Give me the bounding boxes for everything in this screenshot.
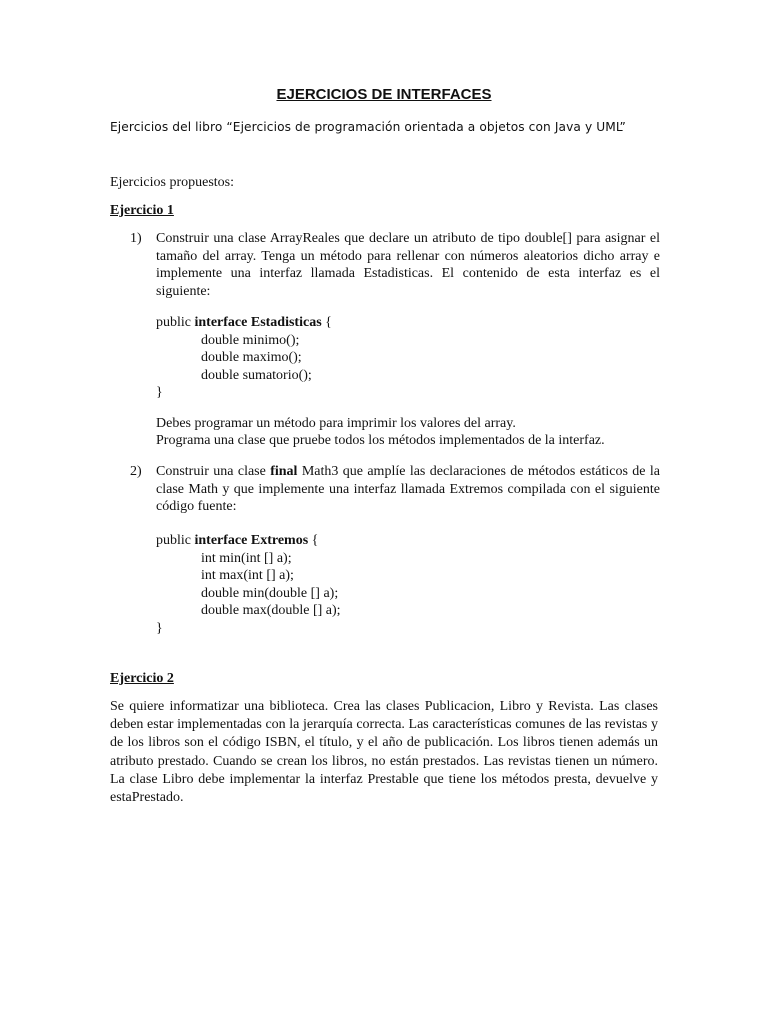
estadisticas-code-block <box>156 314 332 402</box>
code-close-brace: } <box>156 620 163 636</box>
code-line: double minimo(); <box>201 332 300 348</box>
item2-final-keyword: final <box>270 464 298 479</box>
item2-text-after: Math3 que amplíe las declaraciones de métodos estáticos de la clase Math y que implemente una interfaz llamada Extremos compilada con el siguiente código fuente: <box>156 464 660 515</box>
intro-text: Ejercicios propuestos: <box>110 175 235 190</box>
code-close-brace: } <box>156 385 163 401</box>
item2-paragraph <box>156 463 660 516</box>
extremos-code-block <box>156 532 341 638</box>
code-prefix: public <box>156 533 195 548</box>
code-line: double min(double [] a); <box>201 585 339 601</box>
code-line: double max(double [] a); <box>201 603 341 619</box>
code-line-header <box>156 532 341 550</box>
code-keyword: interface Estadisticas <box>194 315 322 330</box>
document-title: EJERCICIOS DE INTERFACES <box>276 86 492 103</box>
document-subtitle: Ejercicios del libro “Ejercicios de programación orientada a objetos con Java y UML” <box>110 120 626 134</box>
code-line: double maximo(); <box>201 350 302 366</box>
code-prefix: public <box>156 315 195 330</box>
item1-paragraph: Construir una clase ArrayReales que declare un atributo de tipo double[] para asignar el tamaño del array. Tenga un método para rellenar con números aleatorios dicho array e implemente una interfaz llamada Estadisticas. El contenido de esta interfaz es el siguiente: <box>156 231 660 299</box>
code-line-header <box>156 314 332 332</box>
code-open-brace: { <box>321 315 332 330</box>
code-keyword: interface Extremos <box>194 533 309 548</box>
exercise2-paragraph: Se quiere informatizar una biblioteca. Crea las clases Publicacion, Libro y Revista. Las clases deben estar implementadas con la jerarquía correcta. Las características comunes de las revistas y de los libros son el código ISBN, el título, y el año de publicación. Los libros tienen además un atributo prestado. Cuando se crean los libros, no están prestados. Las revistas tienen un número. La clase Libro debe implementar la interfaz Prestable que tiene los métodos presta, devuelve y estaPrestado. <box>110 699 658 806</box>
item2-text-before: Construir una clase <box>156 464 271 479</box>
code-open-brace: { <box>308 533 319 548</box>
item2-number: 2) <box>130 464 142 479</box>
exercise2-heading: Ejercicio 2 <box>110 671 174 686</box>
item1-note1: Debes programar un método para imprimir los valores del array. <box>156 416 516 431</box>
item1-note2: Programa una clase que pruebe todos los métodos implementados de la interfaz. <box>156 433 605 448</box>
code-line: int min(int [] a); <box>201 550 292 566</box>
code-line: int max(int [] a); <box>201 568 294 584</box>
item1-number: 1) <box>130 231 142 246</box>
exercise1-heading: Ejercicio 1 <box>110 203 174 218</box>
code-line: double sumatorio(); <box>201 367 312 383</box>
